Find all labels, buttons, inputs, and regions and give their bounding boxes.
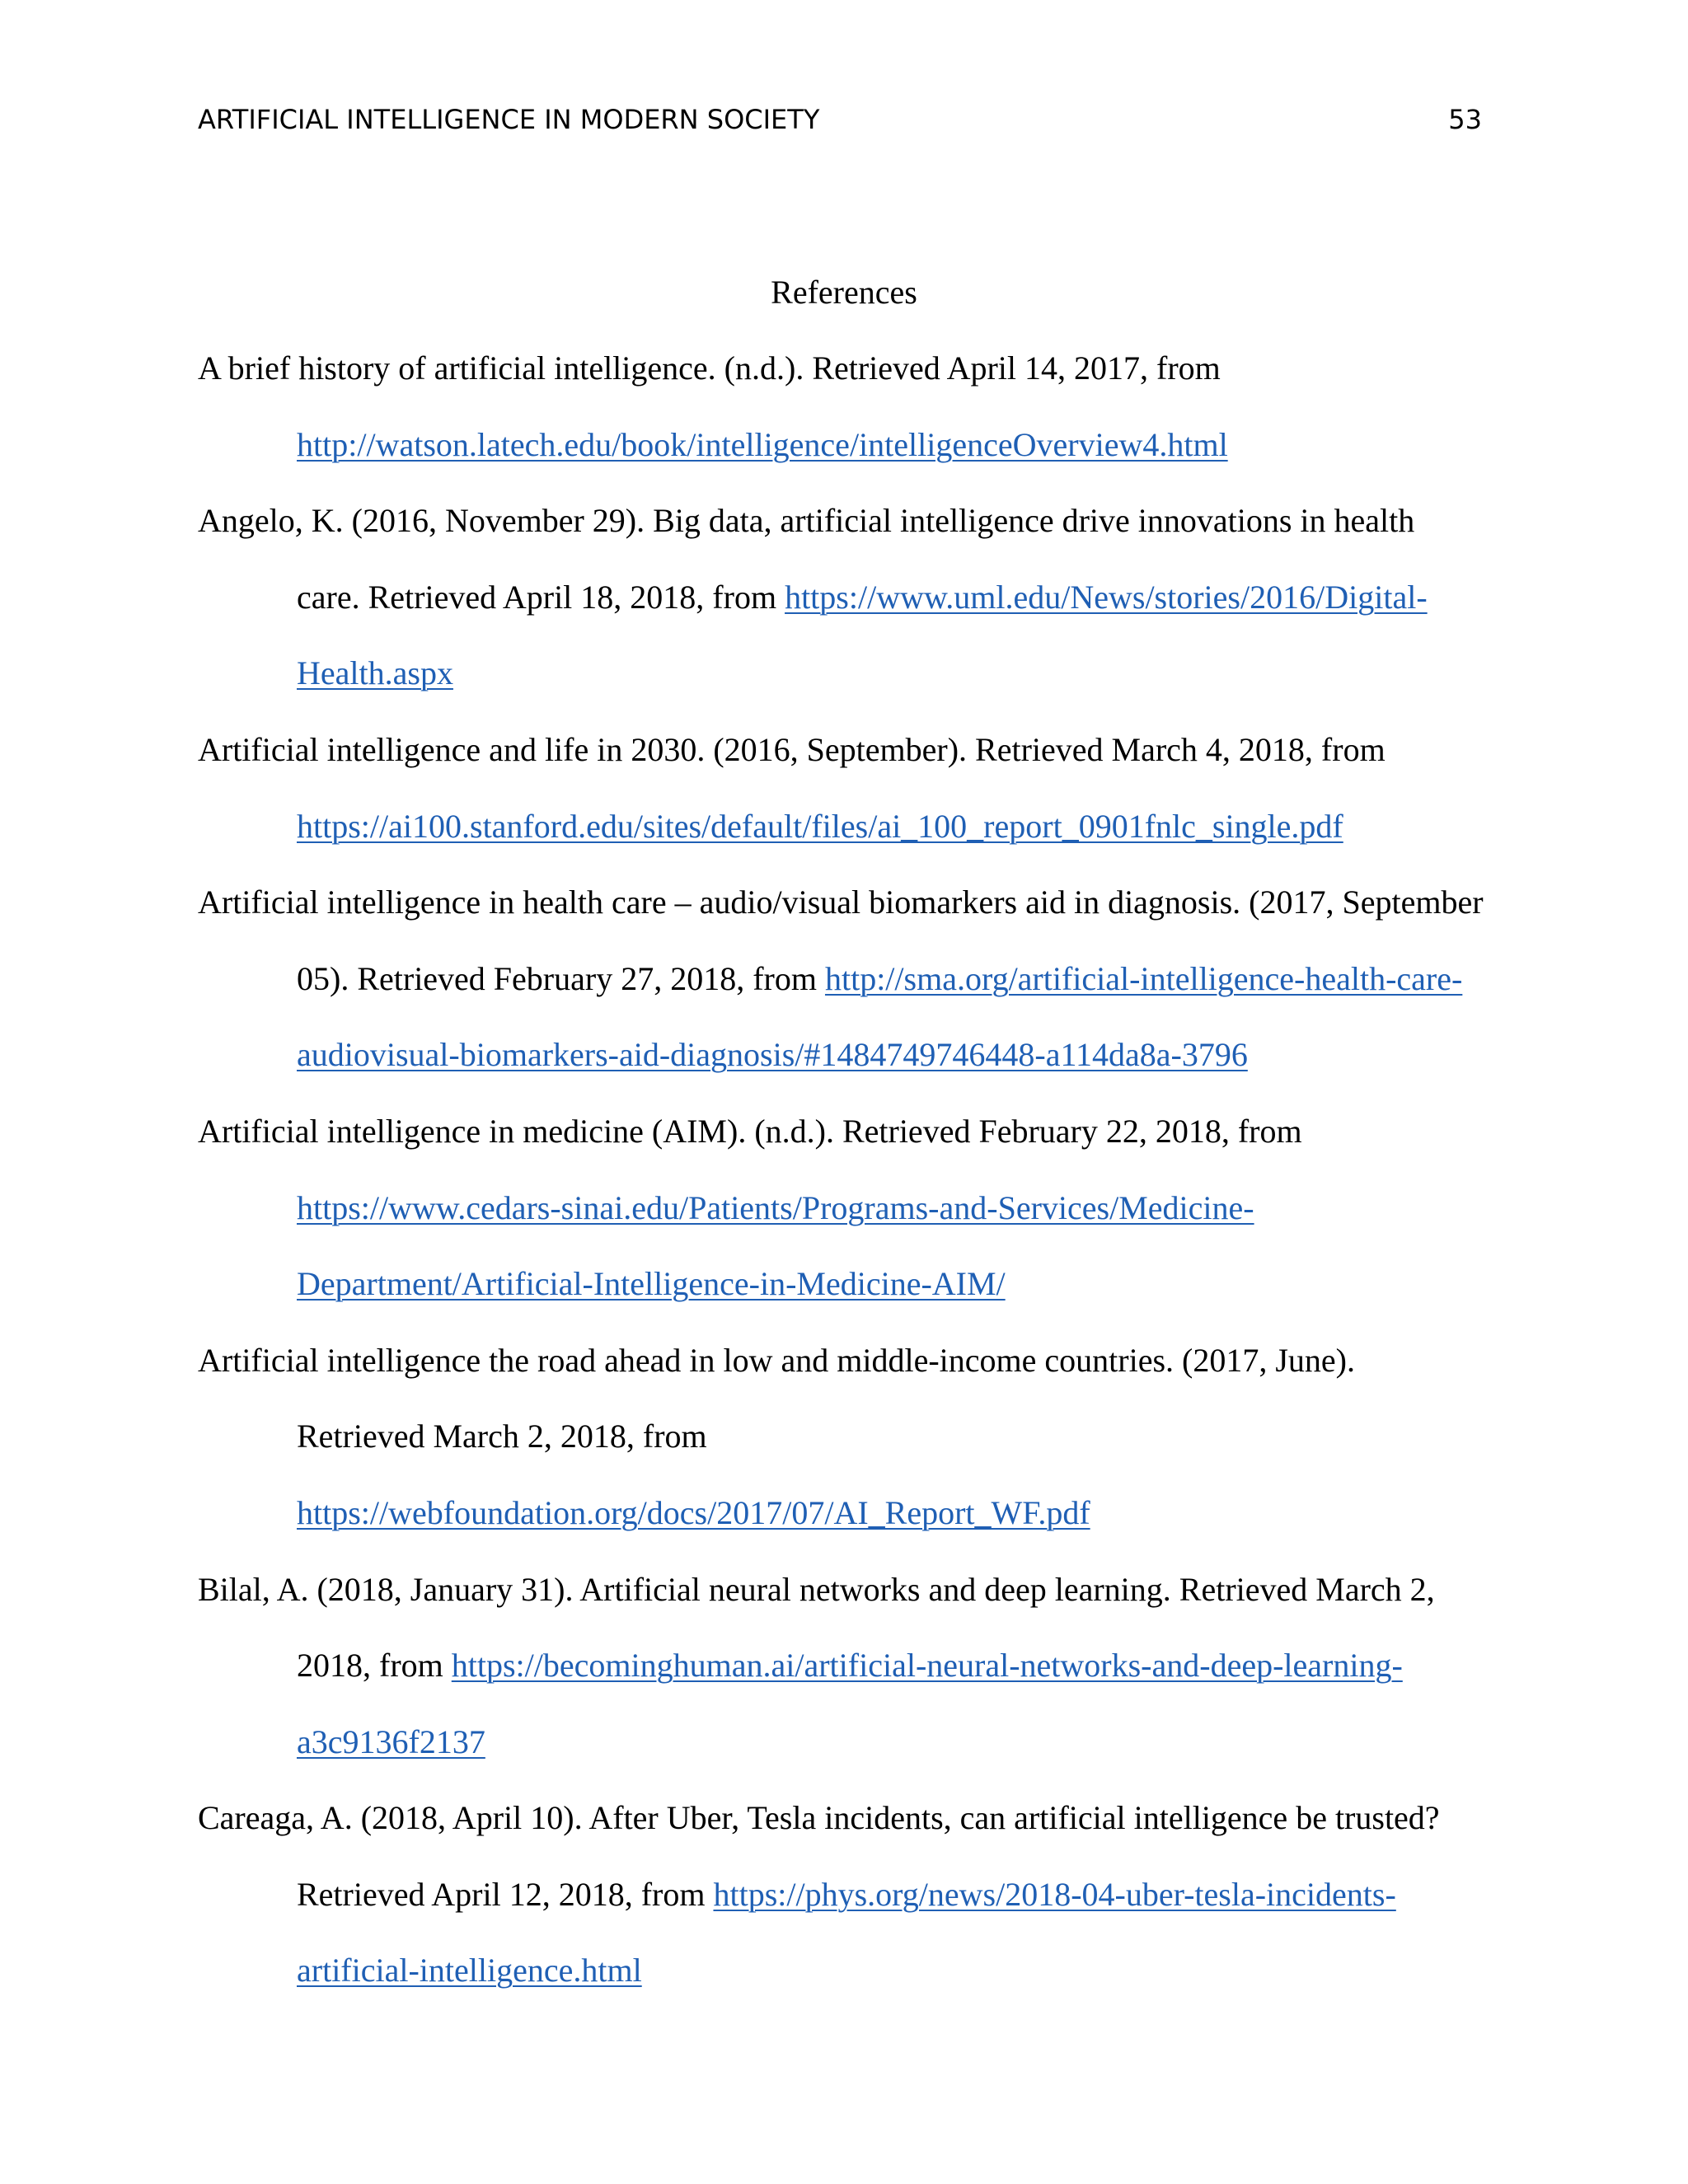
references-heading: References xyxy=(771,274,917,311)
reference-list xyxy=(198,330,1517,2009)
reference-text: Artificial intelligence in health care – audio/visual biomarkers aid in diagnosis. (2017, September xyxy=(198,883,1484,921)
reference-link[interactable]: a3c9136f2137 xyxy=(297,1722,485,1760)
reference-text: 2018, from xyxy=(297,1647,452,1685)
reference-entry xyxy=(198,330,1517,483)
reference-entry xyxy=(198,1094,1517,1323)
reference-link[interactable]: http://sma.org/artificial-intelligence-health-care- xyxy=(824,959,1463,997)
reference-text: Retrieved April 12, 2018, from xyxy=(297,1875,714,1913)
page-number: 53 xyxy=(1448,104,1482,135)
reference-link[interactable]: Department/Artificial-Intelligence-in-Medicine-AIM/ xyxy=(297,1265,1006,1303)
running-head-title: ARTIFICIAL INTELLIGENCE IN MODERN SOCIETY xyxy=(198,104,820,135)
reference-text: Retrieved March 2, 2018, from xyxy=(297,1418,707,1455)
reference-link[interactable]: artificial-intelligence.html xyxy=(297,1952,642,1990)
reference-entry xyxy=(198,712,1517,865)
running-header xyxy=(198,99,1482,140)
reference-link[interactable]: https://ai100.stanford.edu/sites/default/files/ai_100_report_0901fnlc_single.pdf xyxy=(297,807,1343,845)
reference-text: Careaga, A. (2018, April 10). After Uber, Tesla incidents, can artificial intelligence be trusted? xyxy=(198,1799,1440,1837)
reference-entry xyxy=(198,1552,1517,1781)
reference-link[interactable]: http://watson.latech.edu/book/intelligence/intelligenceOverview4.html xyxy=(297,425,1228,463)
reference-text: Artificial intelligence and life in 2030. (2016, September). Retrieved March 4, 2018, from xyxy=(198,730,1386,768)
reference-link[interactable]: https://webfoundation.org/docs/2017/07/AI_Report_WF.pdf xyxy=(297,1493,1090,1531)
reference-entry xyxy=(198,483,1517,712)
reference-text: Angelo, K. (2016, November 29). Big data, artificial intelligence drive innovations in health xyxy=(198,502,1415,540)
reference-entry xyxy=(198,1323,1517,1552)
reference-text: Bilal, A. (2018, January 31). Artificial neural networks and deep learning. Retrieved March 2, xyxy=(198,1570,1435,1608)
reference-link[interactable]: Health.aspx xyxy=(297,654,453,692)
reference-link[interactable]: https://www.uml.edu/News/stories/2016/Digital- xyxy=(785,578,1428,616)
reference-entry xyxy=(198,865,1517,1094)
reference-text: A brief history of artificial intelligence. (n.d.). Retrieved April 14, 2017, from xyxy=(198,349,1221,387)
reference-entry xyxy=(198,1780,1517,2009)
reference-link[interactable]: https://www.cedars-sinai.edu/Patients/Programs-and-Services/Medicine- xyxy=(297,1188,1254,1226)
reference-link[interactable]: https://becominghuman.ai/artificial-neural-networks-and-deep-learning- xyxy=(451,1647,1403,1685)
reference-link[interactable]: https://phys.org/news/2018-04-uber-tesla-incidents- xyxy=(713,1875,1396,1913)
reference-link[interactable]: audiovisual-biomarkers-aid-diagnosis/#1484749746448-a114da8a-3796 xyxy=(297,1036,1248,1074)
reference-text: 05). Retrieved February 27, 2018, from xyxy=(297,959,825,997)
reference-text: Artificial intelligence in medicine (AIM). (n.d.). Retrieved February 22, 2018, from xyxy=(198,1112,1302,1150)
reference-text: care. Retrieved April 18, 2018, from xyxy=(297,578,785,616)
reference-text: Artificial intelligence the road ahead in low and middle-income countries. (2017, June). xyxy=(198,1341,1355,1379)
